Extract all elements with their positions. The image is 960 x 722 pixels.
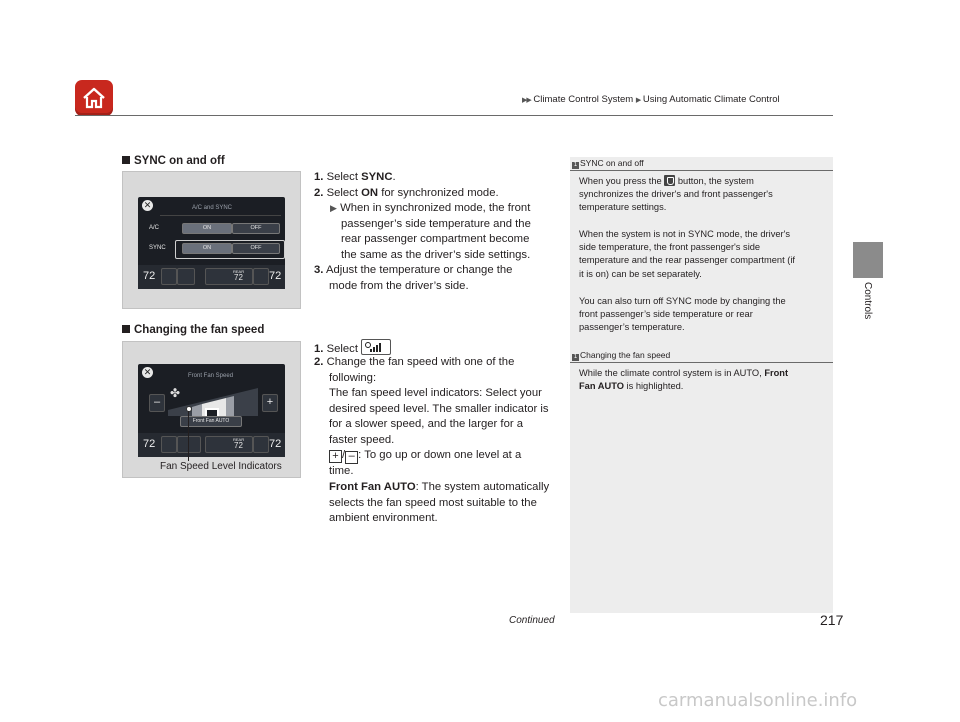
seat-heat-icon[interactable] — [253, 268, 269, 285]
fan-minus-button[interactable]: – — [149, 394, 165, 412]
section-heading-fan: Changing the fan speed — [122, 324, 264, 336]
screen-title: A/C and SYNC — [192, 205, 233, 211]
seat-heat-icon[interactable] — [161, 268, 177, 285]
fan-auto-option: Front Fan AUTO: The system automatically selects the fan speed most suitable to the ambient environment. — [329, 481, 550, 524]
note-divider — [570, 362, 833, 363]
bullet-square-icon — [122, 325, 130, 333]
arrow-icon: ▶ — [330, 203, 337, 213]
ac-off-button[interactable]: OFF — [232, 223, 280, 234]
header-divider — [75, 115, 833, 116]
breadcrumb-arrow-icon: ▶ — [635, 97, 641, 104]
section-tab[interactable]: Controls — [862, 282, 873, 320]
watermark: carmanualsonline.info — [658, 690, 858, 711]
screen-divider — [160, 215, 281, 216]
home-button[interactable] — [75, 80, 113, 116]
fan-step-1: 1. Select — [314, 339, 391, 358]
note-sync-p2: When the system is not in SYNC mode, the driver's side temperature, the front passenger's side temperature and the rear passenger compartment (if it is on) can be set separately. — [579, 229, 796, 279]
passenger-temp: 72 — [269, 438, 282, 450]
note-title-fan: 1 Changing the fan speed — [573, 350, 671, 360]
section-tab-marker — [853, 242, 883, 278]
sync-step-3: 3. Adjust the temperature or change the mode from the driver’s side. — [314, 264, 513, 292]
section-heading-sync: SYNC on and off — [122, 155, 225, 167]
ac-on-button[interactable]: ON — [182, 223, 232, 234]
callout-dot — [186, 406, 192, 412]
plus-icon: + — [329, 450, 342, 463]
continued-label: Continued — [509, 615, 555, 626]
fan-plus-button[interactable]: + — [262, 394, 278, 412]
bullet-square-icon — [122, 156, 130, 164]
note-marker-icon: 1 — [573, 162, 578, 168]
callout-label: Fan Speed Level Indicators — [160, 461, 282, 472]
sync-on-button[interactable]: ON — [182, 243, 232, 254]
rear-control[interactable]: REAR 72 — [205, 268, 253, 285]
callout-line — [188, 411, 189, 461]
driver-temp: 72 — [143, 438, 156, 450]
rear-control[interactable]: REAR 72 — [205, 436, 253, 453]
front-fan-auto-button[interactable]: Front Fan AUTO — [180, 416, 242, 427]
sync-screen-illustration — [122, 171, 301, 309]
screen-title: Front Fan Speed — [188, 373, 234, 379]
note-fan-text: While the climate control system is in AUTO, Front Fan AUTO is highlighted. — [579, 368, 789, 392]
note-divider — [570, 170, 833, 171]
page-number: 217 — [820, 612, 844, 628]
sync-step-1: 1. Select SYNC. — [314, 171, 396, 183]
fan-icon: ✤ — [170, 386, 181, 400]
fan-indicator-option: The fan speed level indicators: Select your desired speed level. The smaller indicator is for a slower speed, and the larger for a faster speed. — [329, 387, 549, 446]
home-icon — [81, 85, 107, 111]
breadcrumb-item[interactable]: Climate Control System — [533, 94, 634, 105]
sync-label: SYNC — [149, 245, 166, 251]
display-screen — [138, 364, 285, 457]
breadcrumb — [522, 94, 780, 105]
breadcrumb-arrow-icon: ▶▶ — [522, 97, 531, 104]
note-sync-p1: When you press the button, the system synchronizes the driver's and front passenger's temperature settings. — [579, 176, 773, 213]
sync-off-button[interactable]: OFF — [232, 243, 280, 254]
note-title-sync: 1 SYNC on and off — [573, 158, 644, 168]
fan-plusminus-option: + / – : To go up or down one level at a time. — [329, 449, 522, 477]
note-marker-icon: 1 — [573, 354, 578, 360]
seat-heat-icon[interactable] — [253, 436, 269, 453]
passenger-temp: 72 — [269, 270, 282, 282]
display-screen — [138, 197, 285, 289]
note-sync-p3: You can also turn off SYNC mode by changing the front passenger’s side temperature or rear passenger’s temperature. — [579, 296, 786, 333]
seat-heat-icon[interactable] — [161, 436, 177, 453]
fan-step-2: 2. Change the fan speed with one of the following: — [314, 356, 515, 384]
fan-mode-icon[interactable] — [177, 436, 201, 453]
fan-screen-illustration — [122, 341, 301, 478]
close-icon: ✕ — [143, 200, 152, 210]
sync-button-icon — [664, 175, 675, 186]
sync-step-2-note: ▶ When in synchronized mode, the front passenger’s side temperature and the rear passenger compartment become the same as the driver’s side settings. — [330, 202, 531, 261]
fan-speed-icon — [361, 339, 391, 355]
close-icon: ✕ — [143, 367, 152, 377]
sync-step-2: 2. Select ON for synchronized mode. — [314, 187, 499, 199]
driver-temp: 72 — [143, 270, 156, 282]
breadcrumb-item[interactable]: Using Automatic Climate Control — [642, 94, 780, 105]
fan-mode-icon[interactable] — [177, 268, 195, 285]
minus-icon: – — [345, 451, 358, 464]
ac-label: A/C — [149, 225, 160, 231]
